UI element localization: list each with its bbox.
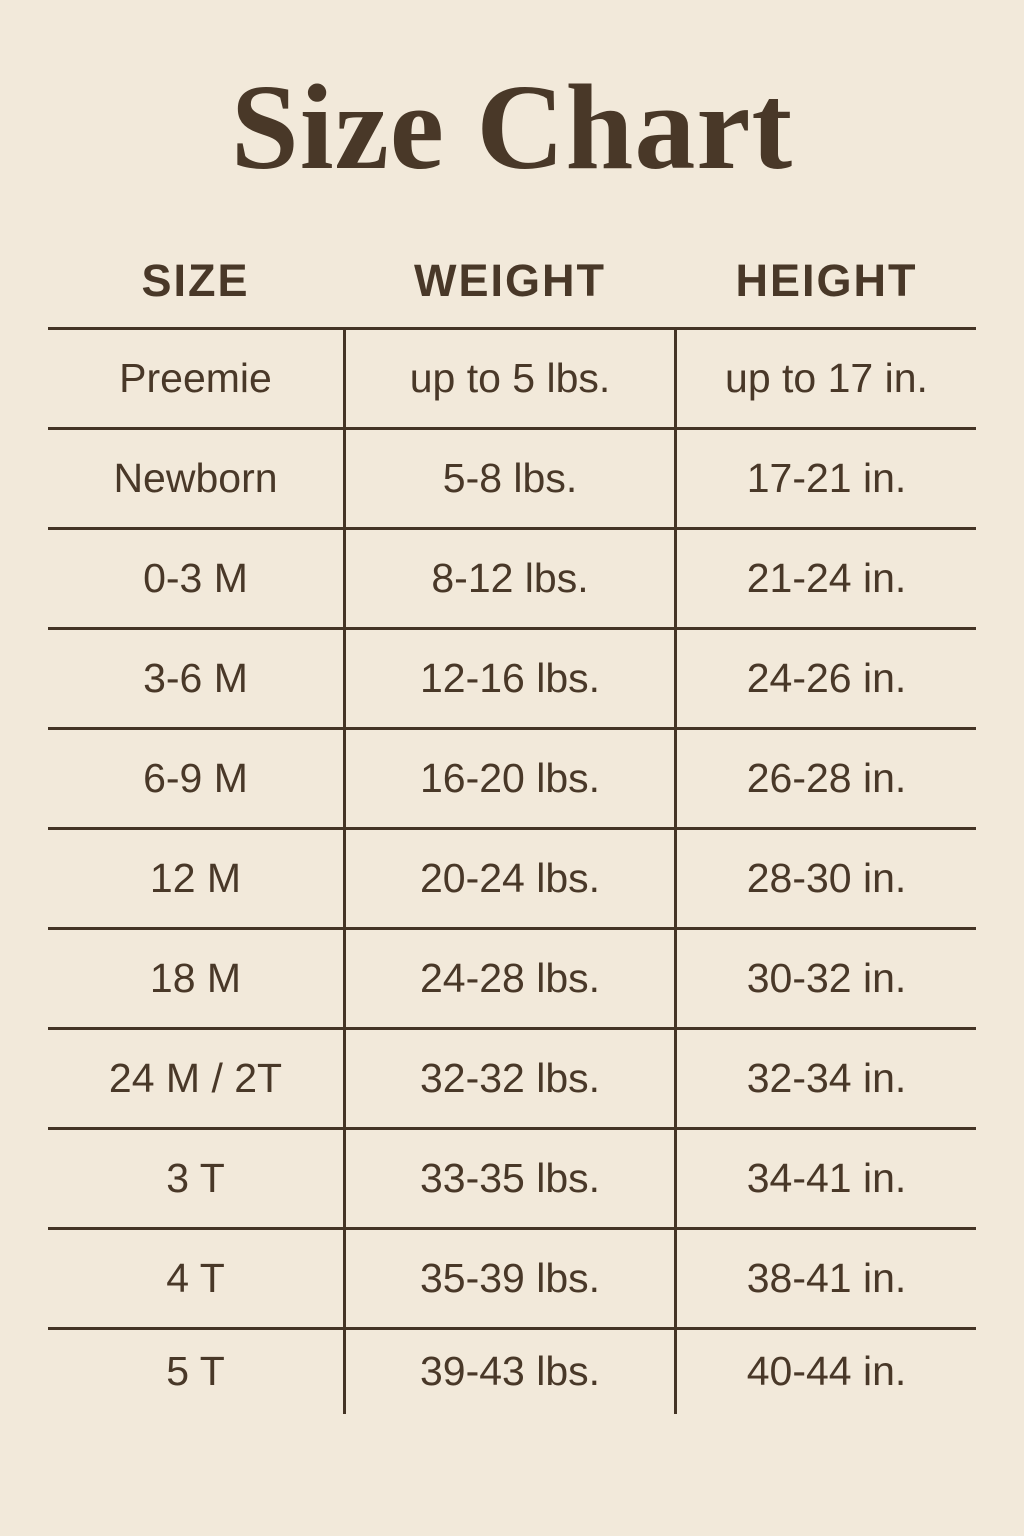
page-title: Size Chart — [230, 60, 794, 195]
table-row-24m-2t — [48, 1030, 976, 1130]
weight-cell: 8-12 lbs. — [343, 530, 677, 627]
weight-cell: 20-24 lbs. — [343, 830, 677, 927]
height-cell: 28-30 in. — [746, 854, 907, 901]
height-cell: 26-28 in. — [746, 754, 907, 801]
weight-cell: 32-32 lbs. — [343, 1030, 677, 1127]
table-row-preemie — [48, 330, 976, 430]
weight-cell: 35-39 lbs. — [343, 1230, 677, 1327]
size-cell: 6-9 M — [143, 754, 248, 801]
column-header-size: SIZE — [141, 254, 250, 306]
size-cell: 0-3 M — [143, 554, 248, 601]
size-cell: 4 T — [166, 1254, 225, 1301]
height-cell: 21-24 in. — [746, 554, 907, 601]
weight-cell: 12-16 lbs. — [343, 630, 677, 727]
size-chart-table — [48, 235, 976, 1414]
height-cell: 34-41 in. — [746, 1154, 907, 1201]
size-cell: 3-6 M — [143, 654, 248, 701]
table-header-row — [48, 235, 976, 327]
table-row-6-9m — [48, 730, 976, 830]
height-cell: 38-41 in. — [746, 1254, 907, 1301]
weight-cell: 39-43 lbs. — [343, 1330, 677, 1414]
column-header-height: HEIGHT — [735, 254, 918, 306]
size-cell: 3 T — [166, 1154, 225, 1201]
weight-cell: 5-8 lbs. — [343, 430, 677, 527]
table-row-3-6m — [48, 630, 976, 730]
size-cell: 12 M — [149, 854, 242, 901]
size-cell: Newborn — [113, 454, 278, 501]
table-row-18m — [48, 930, 976, 1030]
size-cell: 5 T — [166, 1348, 225, 1394]
height-cell: 24-26 in. — [746, 654, 907, 701]
table-row-newborn — [48, 430, 976, 530]
table-row-5t — [48, 1330, 976, 1414]
table-row-4t — [48, 1230, 976, 1330]
weight-cell: 33-35 lbs. — [343, 1130, 677, 1227]
table-row-0-3m — [48, 530, 976, 630]
height-cell: up to 17 in. — [725, 354, 928, 401]
table-body — [48, 327, 976, 1414]
height-cell: 30-32 in. — [746, 954, 907, 1001]
weight-cell: 16-20 lbs. — [343, 730, 677, 827]
size-cell: 24 M / 2T — [108, 1054, 283, 1101]
weight-cell: up to 5 lbs. — [343, 330, 677, 427]
table-row-3t — [48, 1130, 976, 1230]
height-cell: 32-34 in. — [746, 1054, 907, 1101]
weight-cell: 24-28 lbs. — [343, 930, 677, 1027]
height-cell: 40-44 in. — [746, 1348, 907, 1394]
table-row-12m — [48, 830, 976, 930]
size-cell: 18 M — [149, 954, 242, 1001]
column-header-weight: WEIGHT — [414, 254, 606, 306]
size-cell: Preemie — [119, 354, 272, 401]
height-cell: 17-21 in. — [746, 454, 907, 501]
